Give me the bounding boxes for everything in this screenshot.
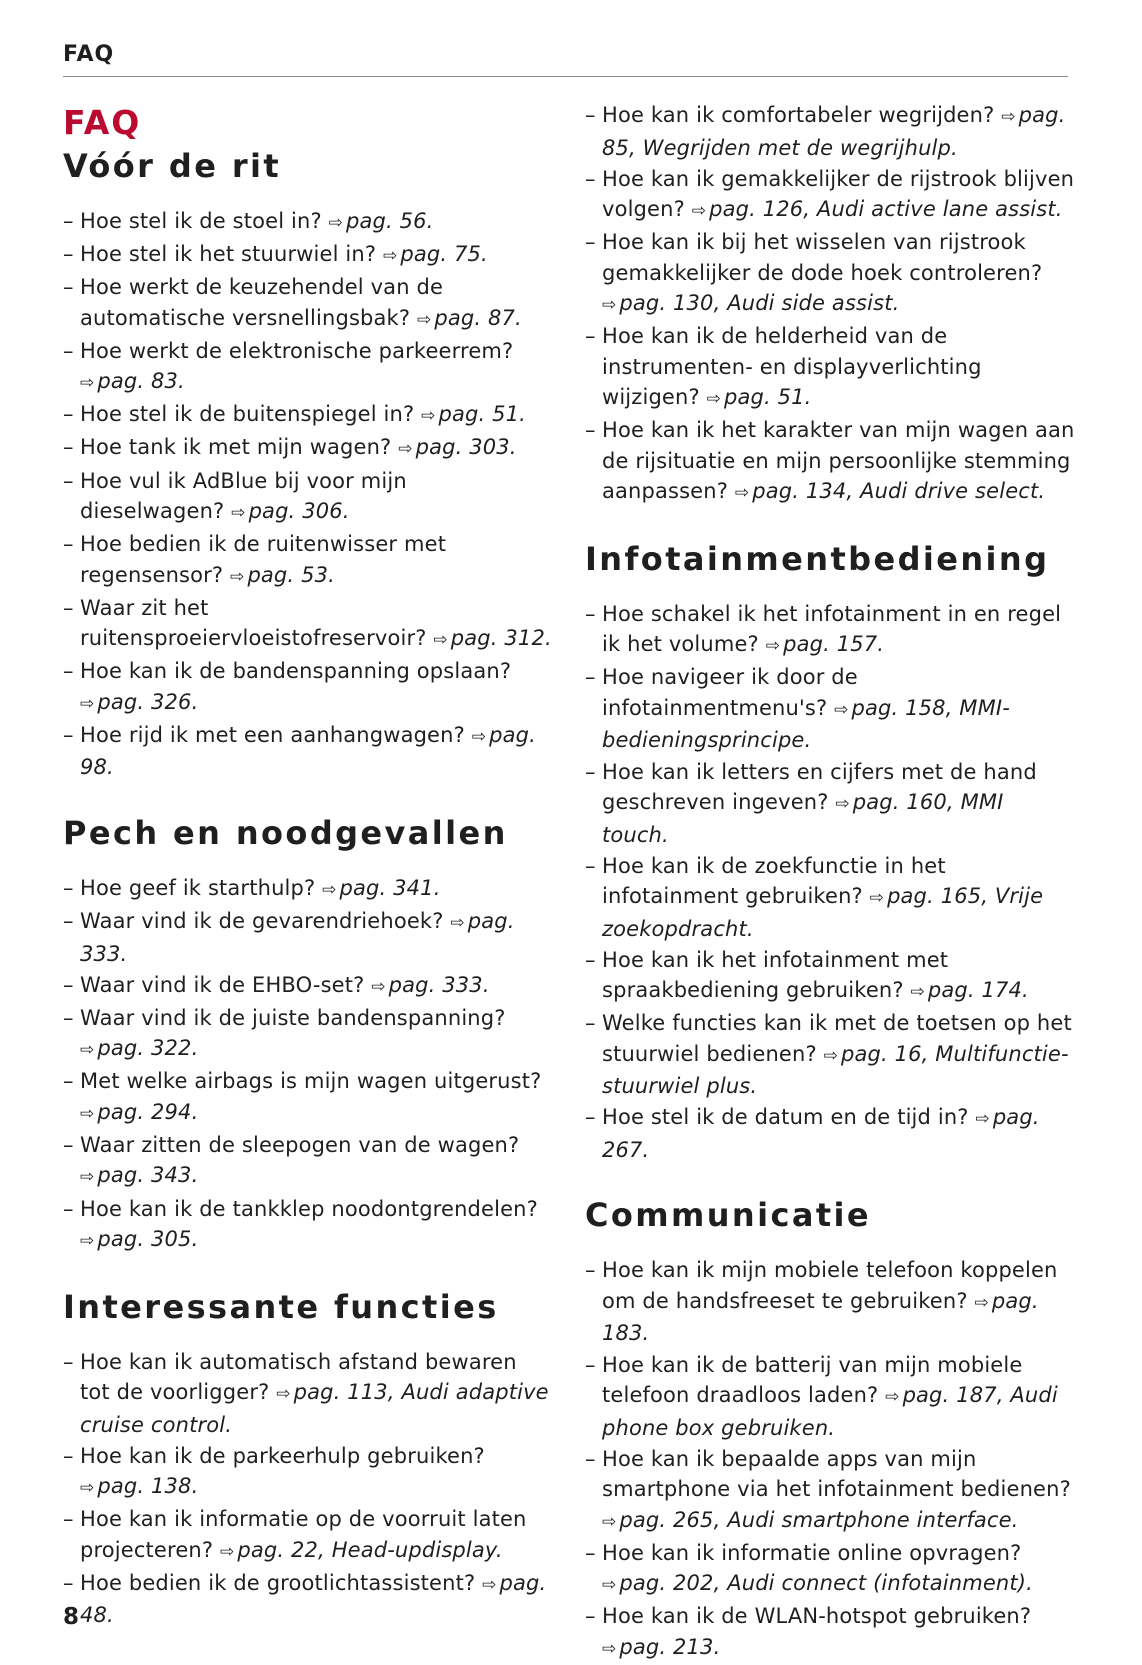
page-reference-link[interactable]: pag. 165, Vrije zoekopdracht.	[602, 884, 1044, 941]
faq-question: Hoe rijd ik met een aanhangwagen?	[80, 722, 465, 747]
cross-reference-arrow-icon: ⇨	[416, 309, 432, 330]
faq-item	[585, 415, 1075, 509]
cross-reference-arrow-icon: ⇨	[230, 566, 245, 587]
faq-item	[63, 1347, 553, 1441]
cross-reference-arrow-icon: ⇨	[835, 794, 850, 815]
page-reference-link[interactable]: pag. 113, Audi adaptive cruise control.	[80, 1380, 549, 1437]
faq-item	[585, 1444, 1075, 1538]
faq-question: Hoe navigeer ik door de infotainmentmenu's?	[602, 665, 858, 720]
section-title: Vóór de rit	[63, 147, 282, 185]
page-reference-link[interactable]: pag. 83.	[97, 369, 185, 394]
faq-item	[63, 970, 553, 1003]
faq-item	[585, 1538, 1075, 1601]
page-reference-link[interactable]: pag. 138.	[97, 1474, 199, 1499]
page-reference-link[interactable]: pag. 87.	[434, 305, 522, 330]
cross-reference-arrow-icon: ⇨	[975, 1109, 990, 1130]
faq-item	[63, 1568, 553, 1631]
faq-question: Hoe kan ik de WLAN-hotspot gebruiken?	[602, 1604, 1032, 1629]
faq-question: Waar zit het ruitensproeiervloeistofreservoir?	[80, 595, 427, 651]
page-reference-link[interactable]: pag. 306.	[248, 499, 350, 524]
faq-question: Hoe werkt de elektronische parkeerrem?	[80, 338, 514, 363]
cross-reference-arrow-icon: ⇨	[398, 439, 413, 460]
faq-question: Hoe kan ik gemakkelijker de rijstrook blijven volgen?	[602, 166, 1075, 222]
faq-item	[63, 206, 553, 239]
cross-reference-arrow-icon: ⇨	[219, 1541, 235, 1562]
faq-item	[63, 1003, 553, 1066]
page-reference-link[interactable]: pag. 56.	[346, 209, 434, 233]
faq-list	[63, 206, 553, 783]
page-reference-link[interactable]: pag. 305.	[97, 1227, 199, 1251]
cross-reference-arrow-icon: ⇨	[602, 295, 617, 316]
running-head: FAQ	[63, 42, 115, 67]
faq-item	[63, 593, 553, 656]
page-reference-link[interactable]: pag. 333.	[80, 909, 515, 966]
faq-item	[63, 1130, 553, 1193]
faq-item	[585, 227, 1075, 321]
faq-question: Hoe kan ik mijn mobiele telefoon koppelen om de handsfreeset te gebruiken?	[602, 1258, 1058, 1313]
faq-item	[63, 1504, 553, 1567]
page-reference-link[interactable]: pag. 187, Audi phone box gebruiken.	[602, 1383, 1058, 1440]
cross-reference-arrow-icon: ⇨	[869, 888, 885, 909]
faq-question: Hoe kan ik informatie op de voorruit laten projecteren?	[80, 1507, 527, 1562]
cross-reference-arrow-icon: ⇨	[482, 1574, 497, 1595]
right-column	[585, 100, 1075, 1665]
faq-question: Waar vind ik de juiste bandenspanning?	[80, 1005, 506, 1030]
faq-question: Met welke airbags is mijn wagen uitgerust?	[80, 1069, 542, 1094]
faq-list	[63, 873, 553, 1257]
faq-question: Hoe werkt de keuzehendel van de automatische versnellingsbak?	[80, 275, 444, 330]
faq-item	[63, 529, 553, 592]
cross-reference-arrow-icon: ⇨	[823, 1045, 838, 1066]
cross-reference-arrow-icon: ⇨	[602, 1511, 617, 1532]
faq-item	[585, 1601, 1075, 1664]
faq-question: Hoe vul ik AdBlue bij voor mijn dieselwagen?	[80, 468, 407, 524]
faq-question: Hoe bedien ik de grootlichtassistent?	[80, 1570, 476, 1595]
faq-list	[585, 599, 1075, 1166]
cross-reference-arrow-icon: ⇨	[328, 213, 344, 233]
page-reference-link[interactable]: pag. 53.	[247, 562, 335, 587]
cross-reference-arrow-icon: ⇨	[602, 1575, 617, 1596]
page-reference-link[interactable]: pag. 51.	[724, 385, 812, 410]
page-title: FAQ	[63, 103, 142, 142]
page-reference-link[interactable]: pag. 75.	[400, 242, 488, 267]
faq-section	[585, 537, 1075, 1166]
faq-item	[585, 1255, 1075, 1349]
page-reference-link[interactable]: pag. 343.	[97, 1163, 199, 1188]
cross-reference-arrow-icon: ⇨	[765, 636, 781, 657]
page-reference-link[interactable]: pag. 303.	[415, 435, 517, 460]
cross-reference-arrow-icon: ⇨	[734, 483, 750, 504]
faq-item	[585, 757, 1075, 851]
faq-list-continued	[585, 100, 1075, 509]
page-reference-link[interactable]: pag. 51.	[438, 402, 526, 427]
faq-list	[63, 1347, 553, 1631]
cross-reference-arrow-icon: ⇨	[80, 1231, 95, 1251]
cross-reference-arrow-icon: ⇨	[885, 1387, 900, 1408]
faq-item	[63, 906, 553, 969]
cross-reference-arrow-icon: ⇨	[450, 913, 465, 934]
page-reference-link[interactable]: pag. 134, Audi drive select.	[752, 479, 1046, 504]
cross-reference-arrow-icon: ⇨	[371, 976, 386, 997]
cross-reference-arrow-icon: ⇨	[1001, 107, 1016, 127]
page-reference-link[interactable]: pag. 294.	[97, 1099, 199, 1124]
section-title: Interessante functies	[63, 1287, 499, 1326]
faq-question: Hoe kan ik comfortabeler wegrijden?	[602, 103, 995, 127]
faq-question: Hoe kan ik de batterij van mijn mobiele telefoon draadloos laden?	[602, 1352, 1023, 1408]
section-title: Pech en noodgevallen	[63, 813, 508, 852]
section-title: Communicatie	[585, 1196, 872, 1235]
cross-reference-arrow-icon: ⇨	[471, 726, 487, 747]
page-reference-link[interactable]: pag. 160, MMI touch.	[602, 790, 1004, 847]
faq-question: Hoe bedien ik de ruitenwisser met regensensor?	[80, 532, 447, 587]
page-reference-link[interactable]: pag. 326.	[97, 689, 199, 714]
faq-question: Hoe kan ik bij het wisselen van rijstrook gemakkelijker de dode hoek controleren?	[602, 230, 1043, 285]
page-reference-link[interactable]: pag. 265, Audi smartphone interface.	[619, 1507, 1019, 1532]
faq-item	[63, 1441, 553, 1504]
cross-reference-arrow-icon: ⇨	[910, 982, 925, 1003]
cross-reference-arrow-icon: ⇨	[231, 503, 246, 524]
faq-question: Hoe stel ik het stuurwiel in?	[80, 242, 377, 267]
cross-reference-arrow-icon: ⇨	[80, 1103, 95, 1124]
page-reference-link[interactable]: pag. 157.	[783, 632, 885, 657]
faq-item	[585, 1350, 1075, 1444]
faq-question: Hoe kan ik het karakter van mijn wagen aan de rijsituatie en mijn persoonlijke stemming aanpassen?	[602, 418, 1075, 504]
page-reference-link[interactable]: pag. 267.	[602, 1105, 1040, 1162]
faq-question: Hoe kan ik letters en cijfers met de hand geschreven ingeven?	[602, 759, 1037, 815]
faq-item	[585, 321, 1075, 415]
page-reference-link[interactable]: pag. 202, Audi connect (infotainment).	[619, 1571, 1033, 1596]
page-reference-link[interactable]: pag. 126, Audi active lane assist.	[709, 197, 1063, 222]
faq-item	[585, 851, 1075, 945]
faq-item	[585, 599, 1075, 662]
cross-reference-arrow-icon: ⇨	[602, 1638, 617, 1659]
faq-question: Hoe geef ik starthulp?	[80, 875, 316, 900]
faq-item	[585, 945, 1075, 1008]
cross-reference-arrow-icon: ⇨	[80, 373, 95, 394]
page-reference-link[interactable]: pag. 158, MMI-bedieningsprincipe.	[602, 695, 1010, 753]
page-reference-link[interactable]: pag. 322.	[97, 1036, 199, 1061]
page-reference-link[interactable]: pag. 183.	[602, 1288, 1039, 1346]
faq-item	[585, 164, 1075, 227]
header-rule	[63, 76, 1068, 77]
faq-question: Waar zitten de sleepogen van de wagen?	[80, 1132, 520, 1157]
cross-reference-arrow-icon: ⇨	[974, 1292, 989, 1313]
faq-question: Waar vind ik de gevarendriehoek?	[80, 909, 444, 934]
faq-question: Hoe kan ik de tankklep noodontgrendelen?	[80, 1196, 538, 1221]
page-reference-link[interactable]: pag. 16, Multifunctie-stuurwiel plus.	[602, 1041, 1069, 1099]
faq-list	[585, 1255, 1075, 1664]
left-column	[63, 100, 553, 1631]
cross-reference-arrow-icon: ⇨	[80, 693, 95, 714]
page-reference-link[interactable]: pag. 130, Audi side assist.	[619, 291, 900, 316]
faq-question: Hoe schakel ik het infotainment in en regel ik het volume?	[602, 601, 1062, 657]
faq-item	[63, 656, 553, 719]
faq-question: Hoe tank ik met mijn wagen?	[80, 435, 392, 460]
page-reference-link[interactable]: pag. 341.	[339, 875, 441, 900]
cross-reference-arrow-icon: ⇨	[433, 630, 448, 651]
faq-item	[585, 1102, 1075, 1165]
faq-section	[63, 1285, 553, 1631]
faq-question: Hoe kan ik bepaalde apps van mijn smartphone via het infotainment bedienen?	[602, 1446, 1071, 1502]
page-reference-link[interactable]: pag. 333.	[388, 972, 490, 997]
faq-section	[63, 144, 553, 783]
page-reference-link[interactable]: pag. 98.	[80, 722, 536, 780]
faq-question: Welke functies kan ik met de toetsen op het stuurwiel bedienen?	[602, 1011, 1072, 1066]
page-reference-link[interactable]: pag. 312.	[450, 626, 552, 651]
page-reference-link[interactable]: pag. 85, Wegrijden met de wegrijhulp.	[602, 103, 1066, 160]
faq-question: Hoe kan ik automatisch afstand bewaren tot de voorligger?	[80, 1349, 517, 1404]
cross-reference-arrow-icon: ⇨	[80, 1478, 95, 1499]
page-reference-link[interactable]: pag. 174.	[927, 978, 1029, 1003]
faq-question: Hoe kan ik de bandenspanning opslaan?	[80, 659, 512, 684]
cross-reference-arrow-icon: ⇨	[691, 201, 707, 222]
faq-item	[63, 1066, 553, 1129]
cross-reference-arrow-icon: ⇨	[706, 389, 721, 410]
faq-question: Hoe stel ik de stoel in?	[80, 209, 322, 233]
faq-question: Hoe stel ik de datum en de tijd in?	[602, 1105, 969, 1130]
faq-item	[63, 466, 553, 529]
faq-question: Hoe kan ik de parkeerhulp gebruiken?	[80, 1443, 485, 1468]
faq-item	[63, 239, 553, 272]
faq-question: Hoe kan ik informatie online opvragen?	[602, 1540, 1022, 1565]
faq-question: Hoe kan ik het infotainment met spraakbediening gebruiken?	[602, 947, 949, 1003]
faq-question: Waar vind ik de EHBO-set?	[80, 972, 365, 997]
cross-reference-arrow-icon: ⇨	[421, 406, 436, 427]
faq-item	[63, 873, 553, 906]
page-reference-link[interactable]: pag. 213.	[619, 1634, 721, 1659]
faq-item	[63, 336, 553, 399]
section-title: Infotainmentbediening	[585, 539, 1050, 578]
faq-question: Hoe kan ik de helderheid van de instrumenten- en displayverlichting wijzigen?	[602, 324, 982, 410]
faq-item	[63, 399, 553, 432]
cross-reference-arrow-icon: ⇨	[382, 246, 398, 267]
faq-item	[585, 662, 1075, 756]
cross-reference-arrow-icon: ⇨	[322, 879, 337, 900]
page-reference-link[interactable]: pag. 48.	[80, 1570, 547, 1628]
faq-section	[585, 1193, 1075, 1664]
faq-item	[585, 100, 1075, 163]
cross-reference-arrow-icon: ⇨	[276, 1384, 291, 1404]
cross-reference-arrow-icon: ⇨	[80, 1167, 95, 1188]
cross-reference-arrow-icon: ⇨	[80, 1040, 95, 1061]
faq-item	[63, 720, 553, 783]
faq-item	[63, 272, 553, 335]
faq-item	[63, 432, 553, 465]
faq-section	[63, 811, 553, 1257]
faq-question: Hoe kan ik de zoekfunctie in het infotainment gebruiken?	[602, 853, 946, 909]
faq-item	[585, 1008, 1075, 1102]
page-number: 8	[63, 1604, 80, 1630]
page-reference-link[interactable]: pag. 22, Head-updisplay.	[237, 1537, 503, 1562]
faq-question: Hoe stel ik de buitenspiegel in?	[80, 402, 415, 427]
cross-reference-arrow-icon: ⇨	[834, 699, 849, 720]
faq-item	[63, 1194, 553, 1257]
